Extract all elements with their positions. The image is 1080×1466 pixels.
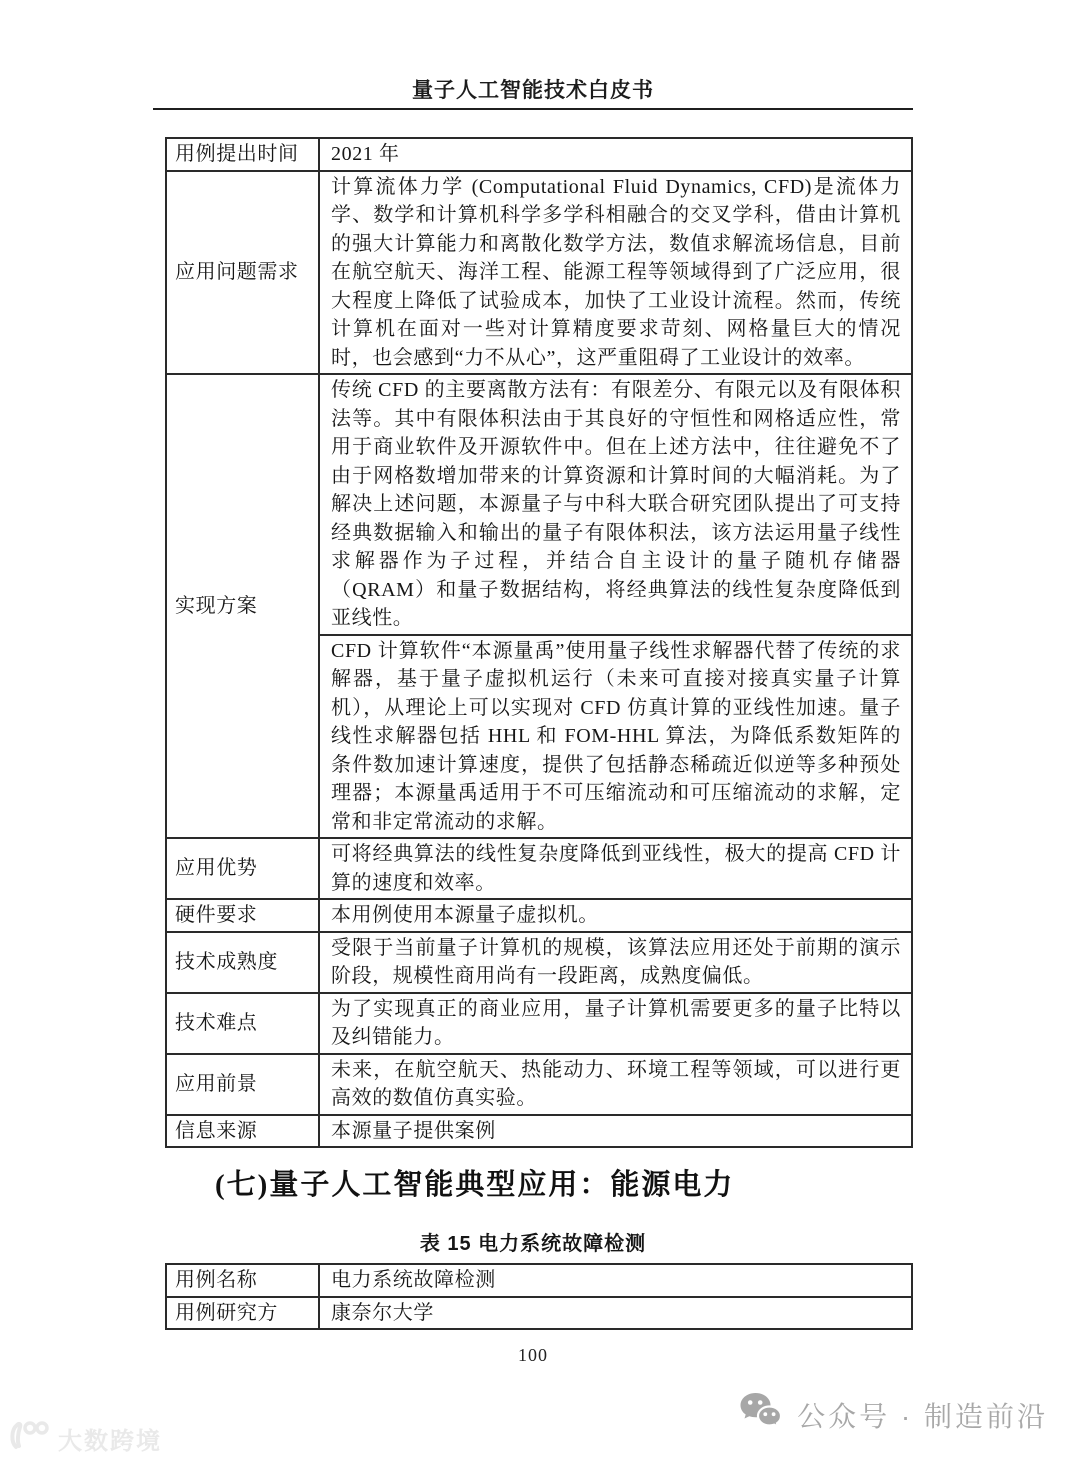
table-row [166, 1264, 912, 1297]
row-value: 康奈尔大学 [319, 1297, 912, 1330]
table-row [166, 138, 912, 171]
section-heading: (七)量子人工智能典型应用：能源电力 [215, 1169, 735, 1201]
row-value: CFD 计算软件“本源量禹”使用量子线性求解器代替了传统的求解器，基于量子虚拟机运行（未来可直接对接真实量子计算机），从理论上可以实现对 CFD 仿真计算的亚线性加速。量子线性求解器包括 HHL 和 FOM-HHL 算法，为降低系数矩阵的条件数加速计算速度，提供了包括静态稀疏近似逆等多种预处理器；本源量禹适用于不可压缩流动和可压缩流动的求解，定常和非定常流动的求解。 [319, 635, 912, 839]
header-rule [153, 108, 913, 110]
row-label: 信息来源 [166, 1115, 319, 1148]
row-label: 应用问题需求 [166, 171, 319, 375]
row-label: 用例研究方 [166, 1297, 319, 1330]
row-value: 本源量子提供案例 [319, 1115, 912, 1148]
cfd-use-case-table [165, 137, 913, 1148]
table-row [166, 838, 912, 899]
watermark-right-label: 公众号 · 制造前沿 [797, 1400, 1048, 1432]
page-content [153, 0, 913, 1366]
table-caption: 表 15 电力系统故障检测 [419, 1233, 647, 1255]
row-label: 应用优势 [166, 838, 319, 899]
row-value: 电力系统故障检测 [319, 1264, 912, 1297]
table-row [166, 1115, 912, 1148]
table-row [166, 1054, 912, 1115]
table-row [166, 899, 912, 932]
row-value: 未来，在航空航天、热能动力、环境工程等领域，可以进行更高效的数值仿真实验。 [319, 1054, 912, 1115]
row-label: 技术难点 [166, 993, 319, 1054]
wechat-icon [739, 1391, 783, 1438]
table-row [166, 993, 912, 1054]
table-row [166, 171, 912, 375]
document-header-title: 量子人工智能技术白皮书 [412, 79, 654, 102]
row-label: 应用前景 [166, 1054, 319, 1115]
row-label: 用例名称 [166, 1264, 319, 1297]
row-value: 受限于当前量子计算机的规模，该算法应用还处于前期的演示阶段，规模性商用尚有一段距离，成熟度偏低。 [319, 932, 912, 993]
watermark-gongzhonghao [739, 1391, 1048, 1438]
table-row [166, 932, 912, 993]
row-label: 用例提出时间 [166, 138, 319, 171]
watermark-left-label: 大数跨境 [58, 1428, 162, 1455]
table-row [166, 374, 912, 635]
row-value: 传统 CFD 的主要离散方法有：有限差分、有限元以及有限体积法等。其中有限体积法由于其良好的守恒性和网格适应性，常用于商业软件及开源软件中。但在上述方法中，往往避免不了由于网格数增加带来的计算资源和计算时间的大幅消耗。为了解决上述问题，本源量子与中科大联合研究团队提出了可支持经典数据输入和输出的量子有限体积法，该方法运用量子线性求解器作为子过程，并结合自主设计的量子随机存储器（QRAM）和量子数据结构，将经典算法的线性复杂度降低到亚线性。 [319, 374, 912, 635]
row-label: 技术成熟度 [166, 932, 319, 993]
row-value: 可将经典算法的线性复杂度降低到亚线性，极大的提高 CFD 计算的速度和效率。 [319, 838, 912, 899]
row-label: 硬件要求 [166, 899, 319, 932]
row-value: 计算流体力学 (Computational Fluid Dynamics, CFD)是流体力学、数学和计算机科学多学科相融合的交叉学科，借由计算机的强大计算能力和离散化数学方法，数值求解流场信息，目前在航空航天、海洋工程、能源工程等领域得到了广泛应用，很大程度上降低了试验成本，加快了工业设计流程。然而，传统计算机在面对一些对计算精度要求苛刻、网格量巨大的情况时，也会感到“力不从心”，这严重阻碍了工业设计的效率。 [319, 171, 912, 375]
dashu-logo-icon [8, 1417, 50, 1460]
row-value: 2021 年 [319, 138, 912, 171]
row-value: 为了实现真正的商业应用，量子计算机需要更多的量子比特以及纠错能力。 [319, 993, 912, 1054]
row-label: 实现方案 [166, 374, 319, 838]
row-value: 本用例使用本源量子虚拟机。 [319, 899, 912, 932]
power-grid-use-case-table [165, 1263, 913, 1330]
watermark-dashu [8, 1417, 162, 1460]
table-row [166, 1297, 912, 1330]
page-number: 100 [518, 1345, 548, 1365]
